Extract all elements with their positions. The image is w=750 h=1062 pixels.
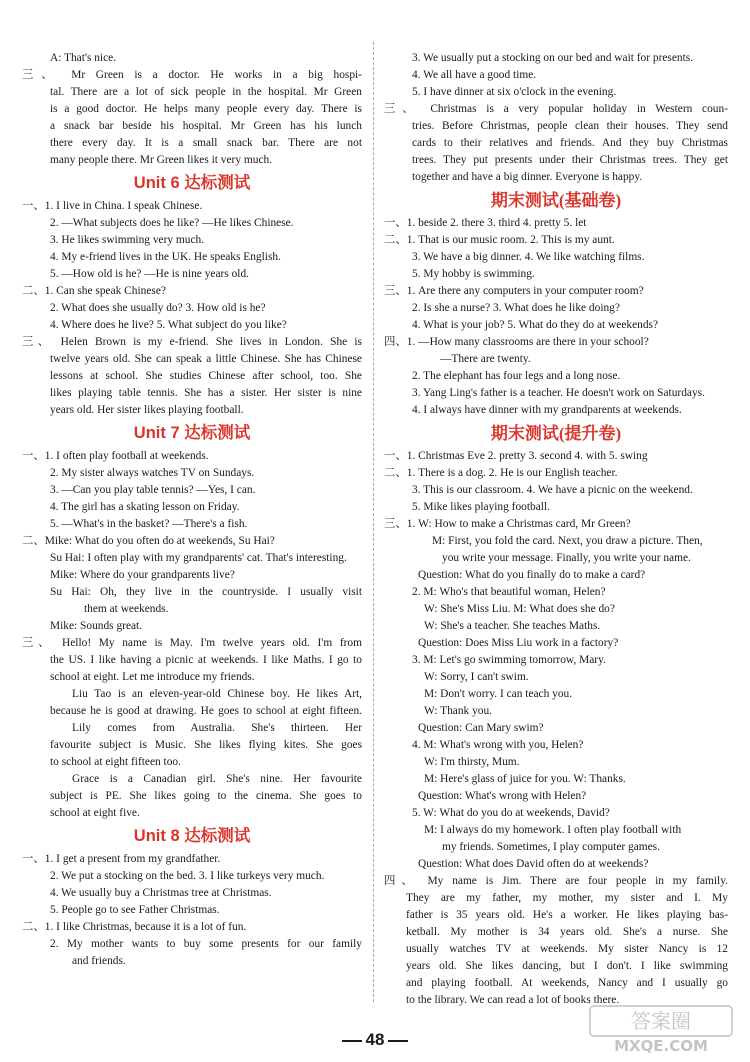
text-line: because he is good at drawing. He goes to school at eight fifteen. xyxy=(50,705,362,717)
text-line: 5. —How old is he? —He is nine years old. xyxy=(50,268,249,280)
text-line: 4. The girl has a skating lesson on Friday. xyxy=(50,501,240,513)
text-line: likes playing table tennis. She has a sister. Her sister is nine xyxy=(50,387,362,399)
text-line: 4. We usually buy a Christmas tree at Christmas. xyxy=(50,887,272,899)
text-line: Question: Can Mary swim? xyxy=(418,722,544,734)
text-line: 4. We all have a good time. xyxy=(412,69,537,81)
text-line: together and have a big dinner. Everyone is happy. xyxy=(412,171,643,183)
text-line: school at eight five. xyxy=(50,807,140,819)
text-line: 3. He likes swimming very much. xyxy=(50,234,205,246)
text-line: Question: What does David often do at weekends? xyxy=(418,858,649,870)
text-line: 5. My hobby is swimming. xyxy=(412,268,535,280)
text-line: 5. People go to see Father Christmas. xyxy=(50,904,220,916)
text-line: school at eight. Let me introduce my friends. xyxy=(50,671,255,683)
text-line: my friends. Sometimes, I play computer games. xyxy=(442,841,660,853)
text-line: to school at eight fifteen too. xyxy=(50,756,181,768)
text-line: 一、1. beside 2. there 3. third 4. pretty 5. let xyxy=(384,217,587,229)
text-line: —There are twenty. xyxy=(440,353,531,365)
text-line: to the library. We can read a lot of books there. xyxy=(406,994,620,1006)
text-line: 4. My e-friend lives in the UK. He speaks English. xyxy=(50,251,281,263)
text-line: 2. My mother wants to buy some presents for our family xyxy=(50,938,362,950)
text-line: a snack bar beside his hospital. Mr Green has his lunch xyxy=(50,120,362,132)
text-line: twelve years old. She can speak a little Chinese. She has Chinese xyxy=(50,353,362,365)
text-line: the US. I like having a picnic at weekends. I like Maths. I go to xyxy=(50,654,362,666)
text-line: 3. We have a big dinner. 4. We like watching films. xyxy=(412,251,645,263)
text-line: 二、1. There is a dog. 2. He is our English teacher. xyxy=(384,467,618,479)
text-line: W: Thank you. xyxy=(424,705,493,717)
text-line: Question: Does Miss Liu work in a factory? xyxy=(418,637,619,649)
text-line: 二、1. That is our music room. 2. This is my aunt. xyxy=(384,234,615,246)
text-line: 4. I always have dinner with my grandparents at weekends. xyxy=(412,404,682,416)
page-number-text: 48 xyxy=(365,1030,385,1049)
watermark-line1: 答案圈 xyxy=(631,1009,691,1033)
text-line: 四、1. —How many classrooms are there in your school? xyxy=(384,336,649,348)
section-heading: Unit 8 达标测试 xyxy=(133,827,251,845)
text-line: you write your message. Finally, you write your name. xyxy=(442,552,691,564)
text-line: and playing football. At weekends, Nancy and I usually go xyxy=(406,977,728,989)
text-line: M: I always do my homework. I often play football with xyxy=(424,824,682,836)
text-line: 一、1. I get a present from my grandfather. xyxy=(22,853,221,865)
text-line: A: That's nice. xyxy=(50,52,117,64)
text-line: 三、 Mr Green is a doctor. He works in a big hospi- xyxy=(22,69,362,81)
text-line: 5. W: What do you do at weekends, David? xyxy=(412,807,610,819)
section-heading: 期末测试(基础卷) xyxy=(490,191,622,210)
section-heading: Unit 7 达标测试 xyxy=(133,424,251,442)
text-line: 5. I have dinner at six o'clock in the evening. xyxy=(412,86,617,98)
text-line: 3. Yang Ling's father is a teacher. He doesn't work on Saturdays. xyxy=(412,387,705,399)
text-line: 一、1. I live in China. I speak Chinese. xyxy=(22,200,203,212)
text-line: tries. Before Christmas, people clean their houses. They send xyxy=(412,120,728,132)
text-line: They are my father, my mother, my sister and I. My xyxy=(406,892,728,904)
text-line: 三、 Hello! My name is May. I'm twelve years old. I'm from xyxy=(22,637,362,649)
text-line: years old. Her sister likes playing football. xyxy=(50,404,244,416)
text-line: and friends. xyxy=(72,955,126,967)
text-line: usually watches TV at weekends. My sister Nancy is 12 xyxy=(406,943,728,955)
text-line: 二、Mike: What do you often do at weekends, Su Hai? xyxy=(22,535,275,547)
section-heading: Unit 6 达标测试 xyxy=(133,174,251,192)
text-line: 3. This is our classroom. 4. We have a picnic on the weekend. xyxy=(412,484,693,496)
text-line: Liu Tao is an eleven-year-old Chinese boy. He likes Art, xyxy=(72,688,362,700)
text-line: W: I'm thirsty, Mum. xyxy=(424,756,520,768)
text-line: Lily comes from Australia. She's thirteen. Her xyxy=(72,722,362,734)
text-line: 2. We put a stocking on the bed. 3. I like turkeys very much. xyxy=(50,870,325,882)
text-line: 4. What is your job? 5. What do they do at weekends? xyxy=(412,319,658,331)
text-line: is a good doctor. He helps many people every day. There is xyxy=(50,103,362,115)
text-line: 一、1. Christmas Eve 2. pretty 3. second 4. with 5. swing xyxy=(384,450,648,462)
text-line: trees. They put presents under their Christmas trees. They get xyxy=(412,154,728,166)
text-line: 二、1. I like Christmas, because it is a lot of fun. xyxy=(22,921,247,933)
text-line: subject is PE. She likes going to the cinema. She goes to xyxy=(50,790,362,802)
text-line: 4. Where does he live? 5. What subject do you like? xyxy=(50,319,287,331)
text-line: 2. My sister always watches TV on Sundays. xyxy=(50,467,255,479)
text-line: 3. —Can you play table tennis? —Yes, I can. xyxy=(50,484,256,496)
text-line: 3. We usually put a stocking on our bed and wait for presents. xyxy=(412,52,694,64)
text-line: father is 35 years old. He's a worker. He likes playing bas- xyxy=(406,909,728,921)
text-line: 2. The elephant has four legs and a long nose. xyxy=(412,370,621,382)
text-line: 3. M: Let's go swimming tomorrow, Mary. xyxy=(412,654,606,666)
text-line: W: Sorry, I can't swim. xyxy=(424,671,529,683)
text-line: 2. M: Who's that beautiful woman, Helen? xyxy=(412,586,606,598)
text-line: 三、1. W: How to make a Christmas card, Mr Green? xyxy=(384,518,631,530)
page-number-dash-right xyxy=(388,1040,408,1042)
text-line: M: Don't worry. I can teach you. xyxy=(424,688,573,700)
text-line: Question: What do you finally do to make a card? xyxy=(418,569,646,581)
text-line: 2. What does she usually do? 3. How old is he? xyxy=(50,302,266,314)
watermark-line2: MXQE.COM xyxy=(614,1037,708,1055)
text-line: tal. There are a lot of sick people in the hospital. Mr Green xyxy=(50,86,362,98)
text-line: Grace is a Canadian girl. She's nine. Her favourite xyxy=(72,773,362,785)
text-line: lessons at school. She studies Chinese after school, too. She xyxy=(50,370,362,382)
text-line: Su Hai: Oh, they live in the countryside. I usually visit xyxy=(50,586,362,598)
column-divider xyxy=(373,42,375,1002)
watermark-logo xyxy=(586,1003,736,1055)
text-line: M: First, you fold the card. Next, you draw a picture. Then, xyxy=(432,535,703,547)
text-line: 三、1. Are there any computers in your computer room? xyxy=(384,285,644,297)
text-line: 三、 Christmas is a very popular holiday in Western coun- xyxy=(384,103,728,115)
page-number-dash-left xyxy=(342,1040,362,1042)
text-line: W: She's a teacher. She teaches Maths. xyxy=(424,620,601,632)
text-line: favourite subject is Music. She likes flying kites. She goes xyxy=(50,739,362,751)
text-line: 2. Is she a nurse? 3. What does he like doing? xyxy=(412,302,620,314)
text-line: ketball. My mother is 34 years old. She's a nurse. She xyxy=(406,926,728,938)
text-line: years old. She likes dancing, but I don't. I like swimming xyxy=(406,960,728,972)
right-column xyxy=(384,50,728,1009)
text-line: Question: What's wrong with Helen? xyxy=(418,790,587,802)
text-line: Mike: Sounds great. xyxy=(50,620,143,632)
text-line: M: Here's glass of juice for you. W: Thanks. xyxy=(424,773,626,785)
text-line: 四、 My name is Jim. There are four people in my family. xyxy=(384,875,728,887)
text-line: cards to their relatives and friends. And they buy Christmas xyxy=(412,137,728,149)
section-heading: 期末测试(提升卷) xyxy=(490,424,622,443)
text-line: W: She's Miss Liu. M: What does she do? xyxy=(424,603,615,615)
text-line: Su Hai: I often play with my grandparents' cat. That's interesting. xyxy=(50,552,347,564)
text-line: 二、1. Can she speak Chinese? xyxy=(22,285,166,297)
text-line: there every day. It is a small snack bar. There are not xyxy=(50,137,362,149)
text-line: 2. —What subjects does he like? —He likes Chinese. xyxy=(50,217,294,229)
text-line: 5. —What's in the basket? —There's a fish. xyxy=(50,518,248,530)
text-line: many people there. Mr Green likes it very much. xyxy=(50,154,273,166)
text-line: 5. Mike likes playing football. xyxy=(412,501,550,513)
text-line: 4. M: What's wrong with you, Helen? xyxy=(412,739,584,751)
text-line: 三、 Helen Brown is my e-friend. She lives in London. She is xyxy=(22,336,362,348)
text-line: 一、1. I often play football at weekends. xyxy=(22,450,209,462)
text-line: Mike: Where do your grandparents live? xyxy=(50,569,235,581)
left-column xyxy=(22,50,362,970)
text-line: them at weekends. xyxy=(84,603,169,615)
